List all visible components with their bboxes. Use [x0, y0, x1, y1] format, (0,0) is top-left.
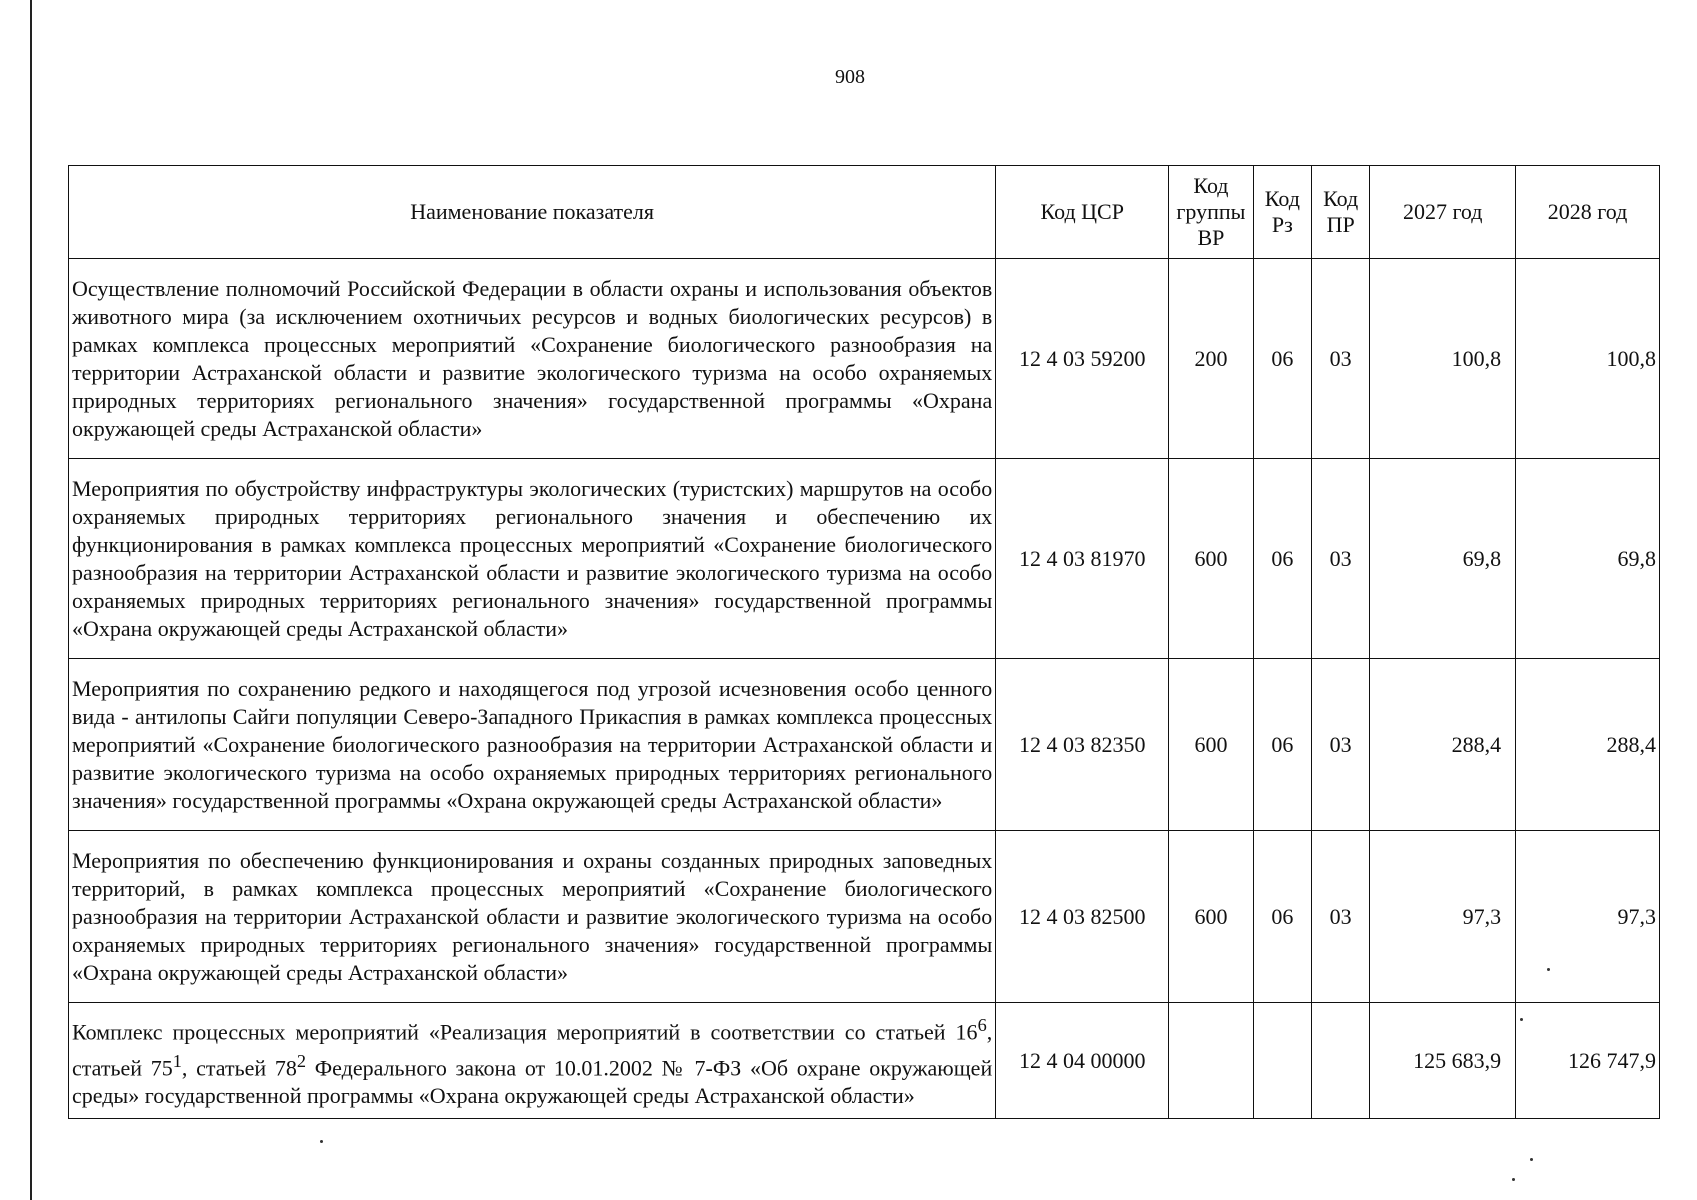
article-superscript: 2	[296, 1050, 307, 1071]
header-pr-code: Код ПР	[1312, 166, 1370, 259]
article-superscript: 1	[172, 1050, 182, 1071]
vr-code	[1169, 1003, 1253, 1119]
header-csr-code: Код ЦСР	[996, 166, 1169, 259]
vr-code: 200	[1169, 259, 1253, 459]
amount-2027: 288,4	[1370, 659, 1516, 831]
table-row	[69, 831, 1660, 1003]
scan-speck	[1512, 1178, 1515, 1181]
amount-2028: 97,3	[1516, 831, 1660, 1003]
amount-2027: 97,3	[1370, 831, 1516, 1003]
csr-code: 12 4 03 82350	[996, 659, 1169, 831]
page-number: 908	[835, 66, 865, 88]
scan-speck	[1530, 1158, 1533, 1161]
amount-2027: 69,8	[1370, 459, 1516, 659]
pr-code: 03	[1312, 659, 1370, 831]
csr-code: 12 4 03 59200	[996, 259, 1169, 459]
vr-code: 600	[1169, 831, 1253, 1003]
vr-code: 600	[1169, 659, 1253, 831]
pr-code: 03	[1312, 831, 1370, 1003]
csr-code: 12 4 04 00000	[996, 1003, 1169, 1119]
table-row	[69, 659, 1660, 831]
budget-table	[68, 165, 1660, 1119]
name-text-part: , статьей 78	[181, 1054, 297, 1080]
header-name: Наименование показателя	[69, 166, 996, 259]
header-year-2028: 2028 год	[1516, 166, 1660, 259]
pr-code: 03	[1312, 459, 1370, 659]
rz-code: 06	[1253, 831, 1311, 1003]
indicator-name: Мероприятия по обеспечению функционирования и охраны созданных природных заповедных территорий, в рамках комплекса процессных мероприятий «Сохранение биологического разнообразия на территории Астраханской области и развитие экологического туризма на особо охраняемых природных территориях регионального значения» государственной программы «Охрана окружающей среды Астраханской области»	[69, 831, 996, 1003]
indicator-name	[69, 1003, 996, 1119]
amount-2028: 288,4	[1516, 659, 1660, 831]
pr-code: 03	[1312, 259, 1370, 459]
indicator-name: Мероприятия по обустройству инфраструктуры экологических (туристских) маршрутов на особо охраняемых природных территориях регионального значения и обеспечению их функционирования в рамках комплекса процессных мероприятий «Сохранение биологического разнообразия на территории Астраханской области и развитие экологического туризма на особо охраняемых природных территориях регионального значения» государственной программы «Охрана окружающей среды Астраханской области»	[69, 459, 996, 659]
rz-code: 06	[1253, 659, 1311, 831]
amount-2028: 100,8	[1516, 259, 1660, 459]
table-row	[69, 459, 1660, 659]
rz-code	[1253, 1003, 1311, 1119]
name-text-part: Федерального закона от 10.01.2002 № 7-ФЗ «Об охране окружающей среды» государственной программы «Охрана окружающей среды Астраханской области»	[72, 1054, 993, 1108]
scan-speck	[1547, 968, 1550, 971]
vr-code: 600	[1169, 459, 1253, 659]
amount-2027: 100,8	[1370, 259, 1516, 459]
header-vr-group-code: Код группы ВР	[1169, 166, 1253, 259]
header-rz-code: Код Рз	[1253, 166, 1311, 259]
scan-speck	[1520, 1018, 1523, 1021]
binding-margin-line	[30, 0, 32, 1200]
csr-code: 12 4 03 81970	[996, 459, 1169, 659]
csr-code: 12 4 03 82500	[996, 831, 1169, 1003]
table-header-row	[69, 166, 1660, 259]
table-row	[69, 259, 1660, 459]
table-row	[69, 1003, 1660, 1119]
name-text-part: , статьей 75	[72, 1019, 993, 1080]
pr-code	[1312, 1003, 1370, 1119]
article-superscript: 6	[977, 1015, 987, 1036]
amount-2027: 125 683,9	[1370, 1003, 1516, 1119]
indicator-name: Осуществление полномочий Российской Федерации в области охраны и использования объектов животного мира (за исключением охотничьих ресурсов и водных биологических ресурсов) в рамках комплекса процессных мероприятий «Сохранение биологического разнообразия на территории Астраханской области и развитие экологического туризма на особо охраняемых природных территориях регионального значения» государственной программы «Охрана окружающей среды Астраханской области»	[69, 259, 996, 459]
amount-2028: 69,8	[1516, 459, 1660, 659]
amount-2028: 126 747,9	[1516, 1003, 1660, 1119]
rz-code: 06	[1253, 259, 1311, 459]
rz-code: 06	[1253, 459, 1311, 659]
scan-speck	[320, 1140, 323, 1143]
header-year-2027: 2027 год	[1370, 166, 1516, 259]
indicator-name: Мероприятия по сохранению редкого и находящегося под угрозой исчезновения особо ценного вида - антилопы Сайги популяции Северо-Западного Прикаспия в рамках комплекса процессных мероприятий «Сохранение биологического разнообразия на территории Астраханской области и развитие экологического туризма на особо охраняемых природных территориях регионального значения» государственной программы «Охрана окружающей среды Астраханской области»	[69, 659, 996, 831]
name-text-part: Комплекс процессных мероприятий «Реализация мероприятий в соответствии со статьей 16	[72, 1019, 978, 1045]
